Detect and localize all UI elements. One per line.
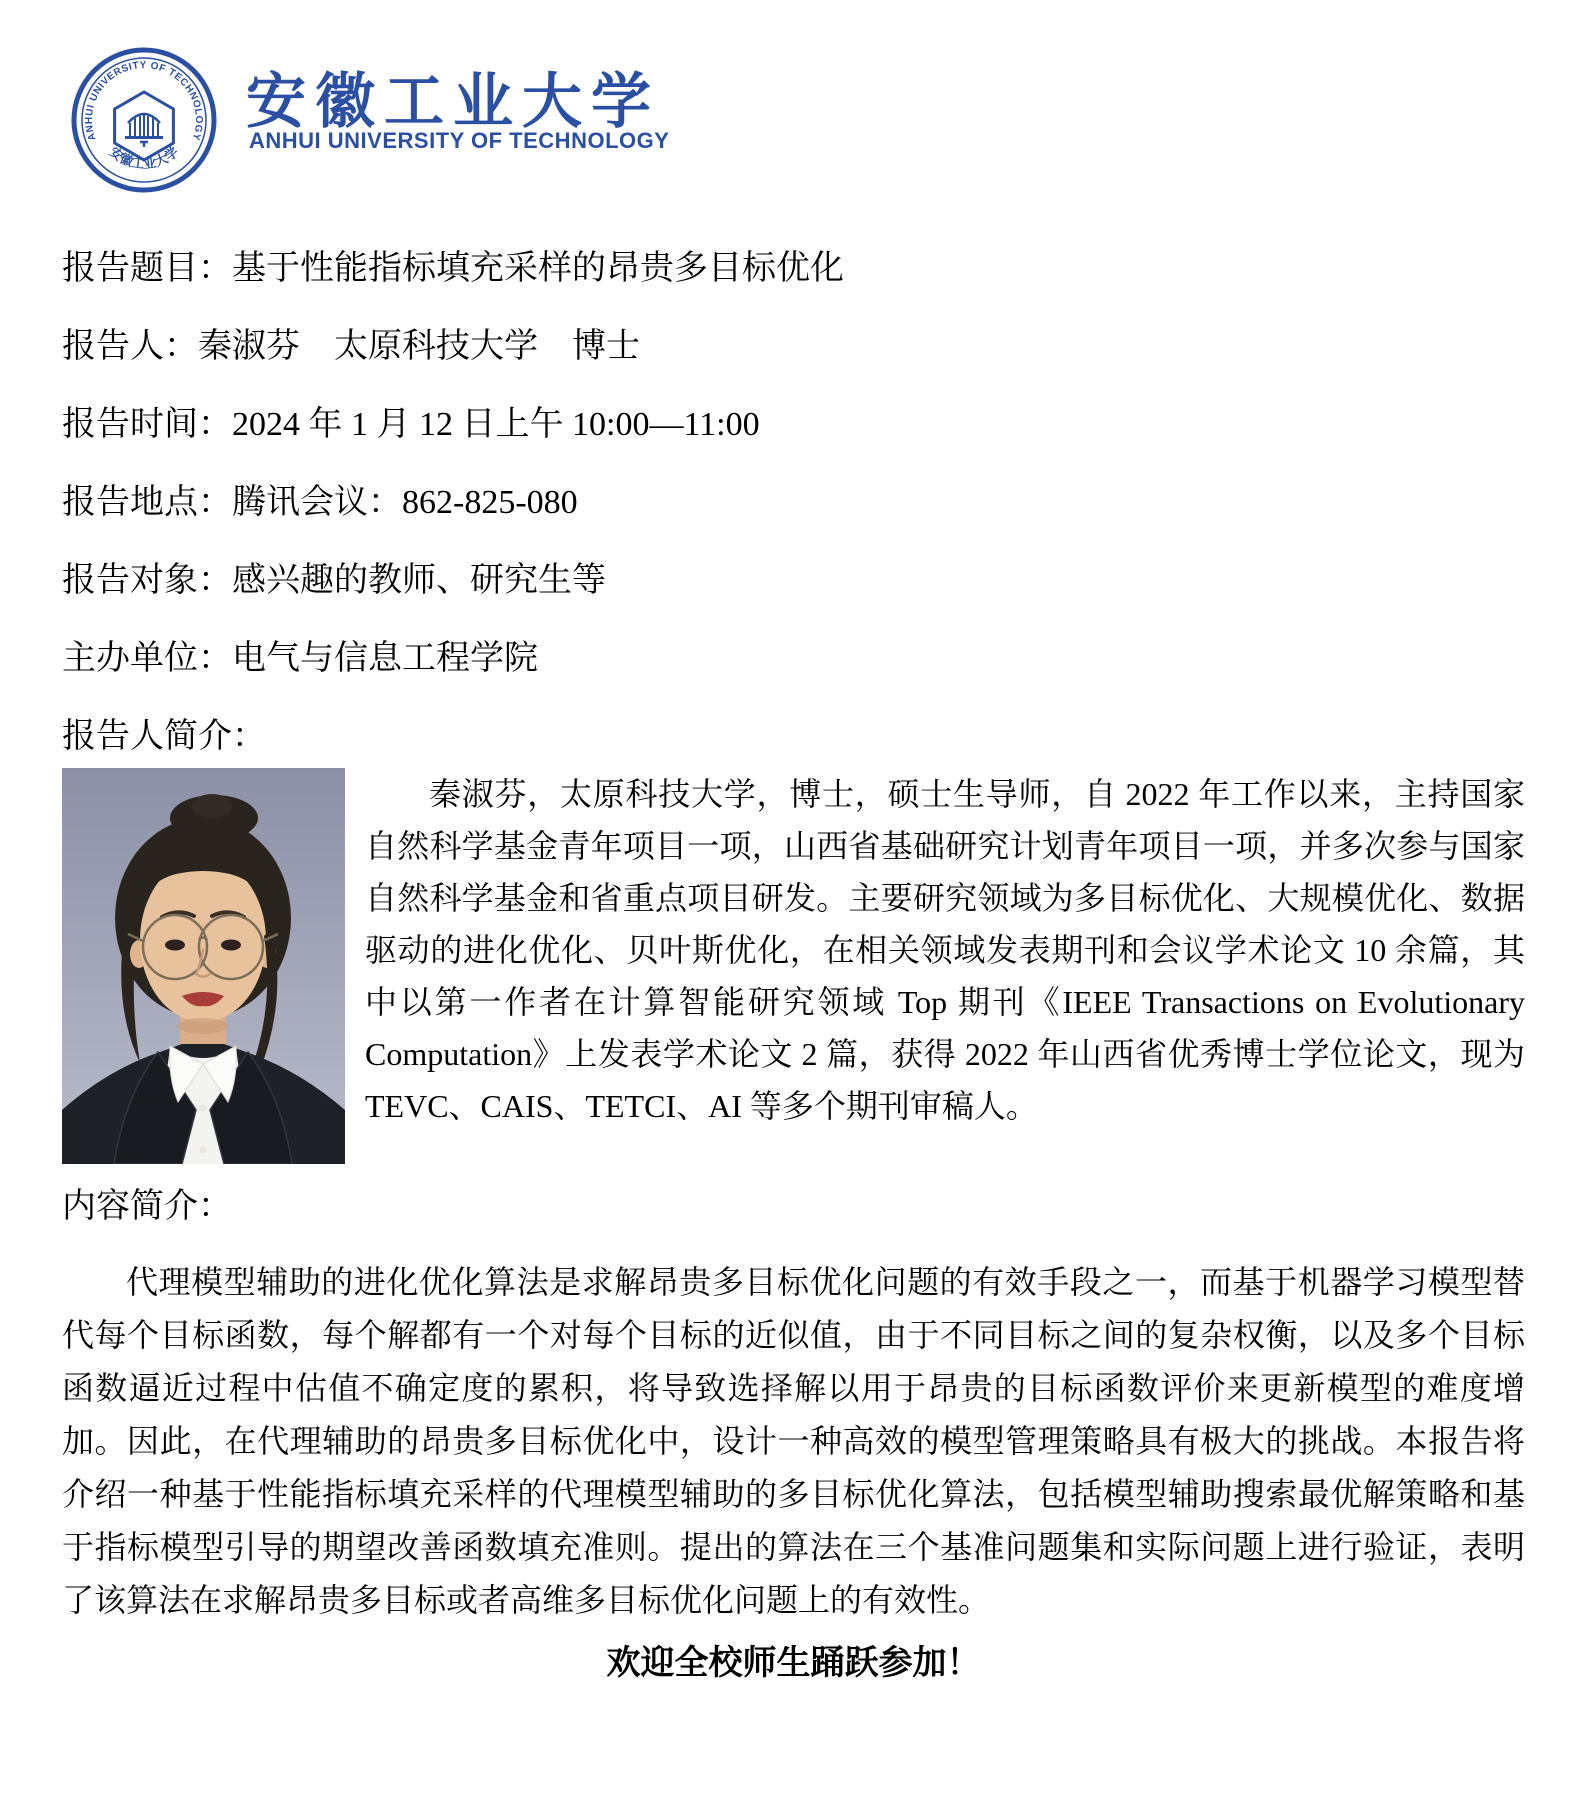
report-speaker-value: 秦淑芬 太原科技大学 博士 [198, 328, 640, 365]
svg-text:安徽工业大学 [107, 144, 181, 172]
report-venue-label: 报告地点： [62, 484, 232, 521]
university-name-cn: 安徽工业大学 [246, 69, 660, 135]
report-organizer-label: 主办单位： [62, 640, 232, 677]
report-time-label: 报告时间： [62, 406, 232, 443]
announcement-body [0, 248, 1587, 1685]
university-name-en: ANHUI UNIVERSITY OF TECHNOLOGY [249, 128, 670, 153]
report-title-label: 报告题目： [62, 250, 232, 287]
report-title-line [62, 248, 1525, 290]
speaker-bio-text: 秦淑芬，太原科技大学，博士，硕士生导师，自 2022 年工作以来，主持国家自然科学基金青年项目一项，山西省基础研究计划青年项目一项，并多次参与国家自然科学基金和省重点项目研发。主要研究领域为多目标优化、大规模优化、数据驱动的进化优化、贝叶斯优化，在相关领域发表期刊和会议学术论文 10 余篇，其中以第一作者在计算智能研究领域 Top 期刊《IEEE Transactions on Evolutionary Computation》上发表学术论文 2 篇，获得 2022 年山西省优秀博士学位论文，现为 TEVC、CAIS、TETCI、AI 等多个期刊审稿人。 [365, 776, 1525, 1124]
seal-bottom-text: 安徽工业大学 [106, 143, 182, 172]
report-title-value: 基于性能指标填充采样的昂贵多目标优化 [232, 250, 844, 287]
seal-arc-text: ANHUI UNIVERSITY OF TECHNOLOGY [83, 59, 205, 142]
seal-building-glyph [125, 114, 163, 147]
speaker-bio-section [62, 768, 1525, 1164]
bio-heading: 报告人简介： [62, 718, 266, 755]
report-time-line [62, 404, 1525, 446]
speaker-photo [62, 768, 345, 1164]
report-venue-line [62, 482, 1525, 524]
report-speaker-label: 报告人： [62, 328, 198, 365]
university-seal-icon [70, 46, 218, 194]
report-audience-label: 报告对象： [62, 562, 232, 599]
university-header [0, 0, 1587, 194]
report-audience-value: 感兴趣的教师、研究生等 [232, 562, 606, 599]
welcome-line: 欢迎全校师生踊跃参加！ [606, 1645, 981, 1682]
abstract-text: 代理模型辅助的进化优化算法是求解昂贵多目标优化问题的有效手段之一，而基于机器学习模型替代每个目标函数，每个解都有一个对每个目标的近似值，由于不同目标之间的复杂权衡，以及多个目标函数逼近过程中估值不确定度的累积，将导致选择解以用于昂贵的目标函数评价来更新模型的难度增加。因此，在代理辅助的昂贵多目标优化中，设计一种高效的模型管理策略具有极大的挑战。本报告将介绍一种基于性能指标填充采样的代理模型辅助的多目标优化算法，包括模型辅助搜索最优解策略和基于指标模型引导的期望改善函数填充准则。提出的算法在三个基准问题集和实际问题上进行验证，表明了该算法在求解昂贵多目标或者高维多目标优化问题上的有效性。 [62, 1264, 1525, 1618]
report-venue-value: 腾讯会议：862-825-080 [232, 484, 578, 521]
report-organizer-line [62, 638, 1525, 680]
report-time-value: 2024 年 1 月 12 日上午 10:00—11:00 [232, 406, 760, 443]
report-audience-line [62, 560, 1525, 602]
report-organizer-value: 电气与信息工程学院 [232, 640, 538, 677]
report-speaker-line [62, 326, 1525, 368]
abstract-heading: 内容简介： [62, 1188, 232, 1225]
